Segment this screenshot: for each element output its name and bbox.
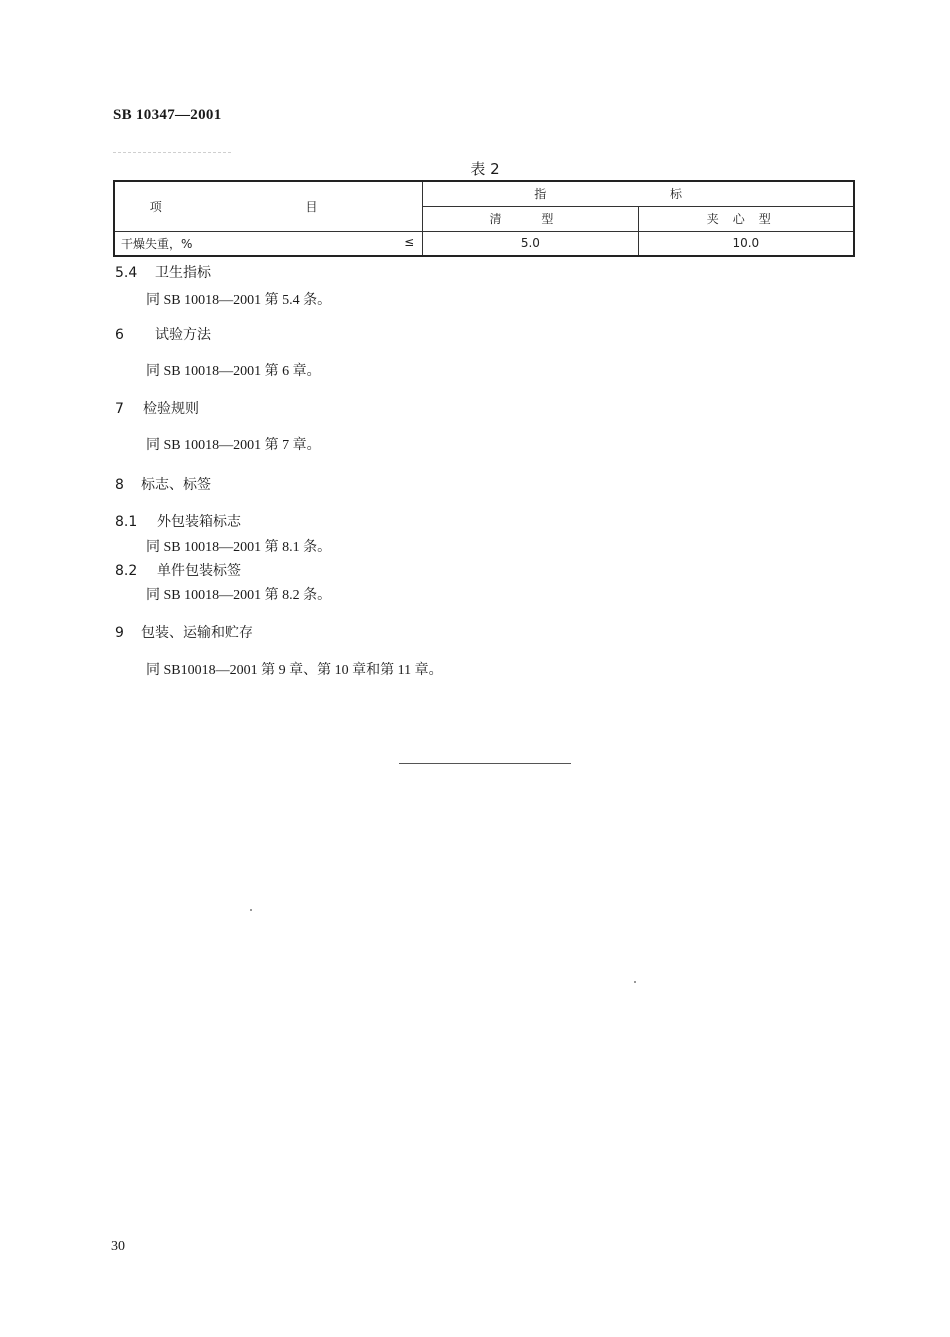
item-header-cell [114,181,423,231]
section-6-heading: 6 试验方法 [115,327,211,343]
section-8-1-heading: 8.1 外包装箱标志 [115,514,241,530]
section-7-text: 同 SB 10018—2001 第 7 章。 [146,438,321,453]
spec-table [113,180,855,257]
faint-divider [113,152,231,153]
section-8-1-text: 同 SB 10018—2001 第 8.1 条。 [146,540,332,555]
col-filled-header: 夹心型 [638,206,854,231]
section-8-2-heading: 8.2 单件包装标签 [115,563,241,579]
scan-speck [634,981,636,983]
row-symbol: ≤ [404,234,415,249]
table-caption: 表 2 [470,160,500,178]
row-filled-value: 10.0 [638,231,854,256]
section-9-text: 同 SB10018—2001 第 9 章、第 10 章和第 11 章。 [146,663,443,678]
end-of-document-rule [399,763,571,764]
page-number: 30 [111,1239,125,1254]
index-header-cell [423,181,854,206]
row-label-cell [114,231,423,256]
section-9-heading: 9 包装、运输和贮存 [115,625,253,641]
scan-speck [250,909,252,911]
section-6-text: 同 SB 10018—2001 第 6 章。 [146,364,321,379]
section-8-2-text: 同 SB 10018—2001 第 8.2 条。 [146,588,332,603]
section-5-4-heading: 5.4 卫生指标 [115,265,211,281]
document-code: SB 10347—2001 [113,107,222,123]
row-clear-value: 5.0 [423,231,638,256]
section-7-heading: 7 检验规则 [115,401,199,417]
item-header: 项 目 [149,199,388,214]
index-header: 指 标 [534,187,743,202]
col-clear-header: 清 型 [423,206,638,231]
row-label: 干燥失重，% [121,236,193,251]
section-8-heading: 8 标志、标签 [115,477,211,493]
section-5-4-text: 同 SB 10018—2001 第 5.4 条。 [146,293,332,308]
